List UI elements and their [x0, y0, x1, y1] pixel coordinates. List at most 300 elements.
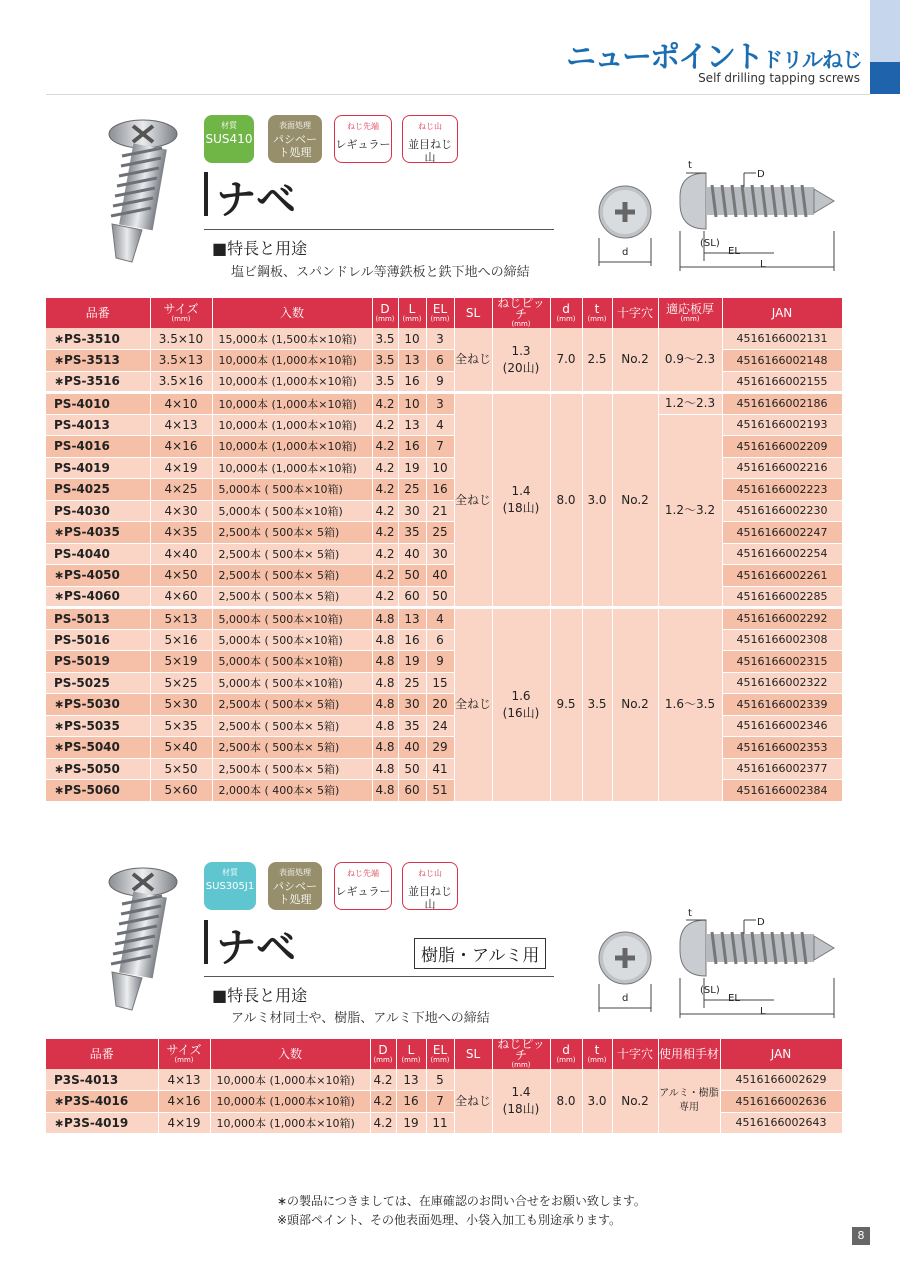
- cell-d: 9.5: [550, 608, 582, 802]
- diagram-label-D: D: [757, 169, 765, 180]
- cell-D: 4.8: [372, 694, 398, 716]
- col-header-EL: EL (mm): [426, 1039, 454, 1069]
- cell-D: 4.8: [372, 780, 398, 802]
- cell-cross: No.2: [612, 1069, 658, 1134]
- cell-D: 4.8: [372, 651, 398, 673]
- cell-D: 4.8: [372, 715, 398, 737]
- cell-size: 3.5×16: [150, 371, 212, 393]
- title-bar-accent: [204, 172, 208, 216]
- diagram-label-t-2: t: [688, 908, 692, 919]
- cell-part: ∗PS-5030: [46, 694, 150, 716]
- cell-qty: 10,000本 (1,000本×10箱): [212, 393, 372, 415]
- cell-qty: 5,000本 ( 500本×10箱): [212, 608, 372, 630]
- cell-jan: 4516166002223: [722, 479, 842, 501]
- cell-size: 4×16: [158, 1091, 210, 1113]
- cell-t: 3.0: [582, 393, 612, 608]
- table-row: [46, 1112, 842, 1134]
- cell-L: 19: [398, 457, 426, 479]
- cell-L: 35: [398, 715, 426, 737]
- cell-L: 16: [398, 629, 426, 651]
- cell-qty: 10,000本 (1,000本×10箱): [212, 436, 372, 458]
- cell-part: PS-4016: [46, 436, 150, 458]
- diagram-label-SL-2: (SL): [700, 985, 720, 996]
- cell-jan: 4516166002308: [722, 629, 842, 651]
- cell-EL: 10: [426, 457, 454, 479]
- table-row: [46, 737, 842, 759]
- table-row: [46, 457, 842, 479]
- pitch-value: 1.4: [511, 1085, 531, 1099]
- cell-jan: 4516166002346: [722, 715, 842, 737]
- col-header-d: d (mm): [550, 298, 582, 328]
- spec-table-1: [46, 298, 843, 802]
- badge-thread-2: ねじ山 並目ねじ山: [402, 862, 458, 910]
- cell-qty: 5,000本 ( 500本×10箱): [212, 672, 372, 694]
- cell-L: 25: [398, 672, 426, 694]
- table-row: [46, 522, 842, 544]
- cell-part: PS-4013: [46, 414, 150, 436]
- diagram-label-t: t: [688, 160, 692, 171]
- cell-jan: 4516166002247: [722, 522, 842, 544]
- cell-jan: 4516166002315: [722, 651, 842, 673]
- col-header-size: サイズ (mm): [158, 1039, 210, 1069]
- col-header-plate: 適応板厚 (mm): [658, 298, 722, 328]
- cell-plate: 0.9～2.3: [658, 328, 722, 393]
- cell-part: PS-4019: [46, 457, 150, 479]
- cell-size: 4×35: [150, 522, 212, 544]
- cell-L: 13: [398, 414, 426, 436]
- cell-D: 4.8: [372, 629, 398, 651]
- col-header-t: t (mm): [582, 298, 612, 328]
- cell-L: 13: [396, 1069, 426, 1091]
- cell-material: アルミ・樹脂専用: [658, 1069, 720, 1134]
- cell-EL: 24: [426, 715, 454, 737]
- note-custom: ※頭部ペイント、その他表面処理、小袋入加工も別途承ります。: [277, 1213, 622, 1227]
- badge-material-2: 材質 SUS305J1: [204, 862, 256, 910]
- table-row: [46, 651, 842, 673]
- cell-D: 4.2: [372, 436, 398, 458]
- pitch-threads: (18山): [502, 1102, 540, 1116]
- cell-qty: 2,500本 ( 500本× 5箱): [212, 586, 372, 608]
- table-header-row: [46, 1039, 842, 1069]
- col-header-size: サイズ (mm): [150, 298, 212, 328]
- cell-d: 7.0: [550, 328, 582, 393]
- cell-jan: 4516166002209: [722, 436, 842, 458]
- cell-qty: 2,500本 ( 500本× 5箱): [212, 758, 372, 780]
- cell-EL: 7: [426, 1091, 454, 1113]
- cell-L: 50: [398, 758, 426, 780]
- screw-photo-2: [98, 860, 188, 1020]
- col-header-cross: 十字穴: [612, 298, 658, 328]
- cell-part: PS-4030: [46, 500, 150, 522]
- cell-L: 50: [398, 565, 426, 587]
- cell-D: 4.2: [372, 500, 398, 522]
- diagram-label-EL-2: EL: [728, 993, 740, 1004]
- cell-jan: 4516166002384: [722, 780, 842, 802]
- cell-L: 13: [398, 608, 426, 630]
- cell-jan: 4516166002148: [722, 350, 842, 372]
- cell-qty: 10,000本 (1,000本×10箱): [210, 1091, 370, 1113]
- cell-D: 4.8: [372, 608, 398, 630]
- cell-D: 3.5: [372, 371, 398, 393]
- cell-cross: No.2: [612, 393, 658, 608]
- cell-size: 4×19: [150, 457, 212, 479]
- table-row: [46, 414, 842, 436]
- cell-size: 4×13: [150, 414, 212, 436]
- col-header-pitch: ねじピッチ (mm): [492, 1039, 550, 1069]
- col-header-qty: 入数: [212, 298, 372, 328]
- cell-D: 4.8: [372, 758, 398, 780]
- cell-part: ∗PS-3510: [46, 328, 150, 350]
- cell-qty: 10,000本 (1,000本×10箱): [212, 371, 372, 393]
- cell-L: 10: [398, 393, 426, 415]
- cell-jan: 4516166002322: [722, 672, 842, 694]
- table-row: [46, 694, 842, 716]
- cell-qty: 2,500本 ( 500本× 5箱): [212, 715, 372, 737]
- col-header-part: 品番: [46, 1039, 158, 1069]
- col-header-pitch: ねじピッチ (mm): [492, 298, 550, 328]
- col-header-L: L (mm): [398, 298, 426, 328]
- cell-part: PS-4010: [46, 393, 150, 415]
- cell-d: 8.0: [550, 1069, 582, 1134]
- title-bar-accent-2: [204, 920, 208, 964]
- cell-size: 4×50: [150, 565, 212, 587]
- spec-table-2: [46, 1039, 843, 1134]
- cell-L: 16: [396, 1091, 426, 1113]
- application-tag: 樹脂・アルミ用: [414, 938, 546, 969]
- cell-EL: 4: [426, 608, 454, 630]
- table-row: [46, 328, 842, 350]
- cell-L: 40: [398, 737, 426, 759]
- cell-D: 3.5: [372, 350, 398, 372]
- cell-jan: 4516166002186: [722, 393, 842, 415]
- table-row: [46, 1069, 842, 1091]
- cell-jan: 4516166002216: [722, 457, 842, 479]
- cell-part: PS-5025: [46, 672, 150, 694]
- cell-size: 5×35: [150, 715, 212, 737]
- table-row: [46, 479, 842, 501]
- cell-part: PS-5016: [46, 629, 150, 651]
- cell-EL: 4: [426, 414, 454, 436]
- cell-part: ∗PS-3513: [46, 350, 150, 372]
- header-tab-decoration: [870, 0, 900, 62]
- cell-qty: 10,000本 (1,000本×10箱): [212, 414, 372, 436]
- cell-D: 4.2: [370, 1112, 396, 1134]
- cell-EL: 16: [426, 479, 454, 501]
- cell-part: ∗PS-5050: [46, 758, 150, 780]
- cell-EL: 40: [426, 565, 454, 587]
- cell-qty: 5,000本 ( 500本×10箱): [212, 629, 372, 651]
- pitch-threads: (18山): [502, 501, 540, 515]
- cell-L: 60: [398, 780, 426, 802]
- cell-part: ∗PS-4050: [46, 565, 150, 587]
- cell-jan: 4516166002230: [722, 500, 842, 522]
- col-header-t: t (mm): [582, 1039, 612, 1069]
- title-underline-2: [204, 976, 554, 977]
- table-row: [46, 393, 842, 415]
- table-row: [46, 608, 842, 630]
- features-text-2: アルミ材同士や、樹脂、アルミ下地への締結: [231, 1011, 490, 1026]
- cell-EL: 20: [426, 694, 454, 716]
- cell-D: 3.5: [372, 328, 398, 350]
- cell-size: 5×13: [150, 608, 212, 630]
- product-title: ナベ: [216, 177, 296, 223]
- cell-qty: 10,000本 (1,000本×10箱): [210, 1069, 370, 1091]
- cell-size: 4×40: [150, 543, 212, 565]
- cell-plate: 1.2～3.2: [658, 414, 722, 608]
- cell-EL: 3: [426, 328, 454, 350]
- screw-photo-1: [98, 112, 188, 272]
- badge-tip-2: ねじ先端 レギュラー: [334, 862, 392, 910]
- cell-D: 4.2: [372, 393, 398, 415]
- page-number: 8: [852, 1227, 870, 1245]
- col-header-material: 使用相手材: [658, 1039, 720, 1069]
- pitch-threads: (16山): [502, 705, 540, 720]
- cell-L: 19: [398, 651, 426, 673]
- cell-D: 4.2: [372, 414, 398, 436]
- col-header-L: L (mm): [396, 1039, 426, 1069]
- cell-L: 35: [398, 522, 426, 544]
- cell-qty: 2,000本 ( 400本× 5箱): [212, 780, 372, 802]
- cell-part: ∗PS-5040: [46, 737, 150, 759]
- pitch-value: 1.3: [511, 343, 531, 358]
- cell-L: 60: [398, 586, 426, 608]
- cell-part: ∗PS-5035: [46, 715, 150, 737]
- col-header-qty: 入数: [210, 1039, 370, 1069]
- cell-t: 3.5: [582, 608, 612, 802]
- cell-qty: 2,500本 ( 500本× 5箱): [212, 565, 372, 587]
- cell-size: 4×13: [158, 1069, 210, 1091]
- cell-EL: 7: [426, 436, 454, 458]
- cell-D: 4.2: [372, 457, 398, 479]
- cell-pitch: [492, 608, 550, 802]
- header-tab-accent: [870, 62, 900, 94]
- cell-part: PS-5019: [46, 651, 150, 673]
- cell-size: 4×25: [150, 479, 212, 501]
- cell-qty: 2,500本 ( 500本× 5箱): [212, 737, 372, 759]
- cell-size: 5×16: [150, 629, 212, 651]
- table-row: [46, 543, 842, 565]
- cell-d: 8.0: [550, 393, 582, 608]
- diagram-label-D-2: D: [757, 917, 765, 928]
- features-heading: ■特長と用途: [212, 239, 308, 258]
- cell-pitch: [492, 328, 550, 393]
- table-row: [46, 672, 842, 694]
- cell-part: PS-5013: [46, 608, 150, 630]
- cell-qty: 2,500本 ( 500本× 5箱): [212, 522, 372, 544]
- catalog-title: ニューポイントドリルねじ: [566, 40, 862, 72]
- cell-jan: 4516166002377: [722, 758, 842, 780]
- cell-EL: 29: [426, 737, 454, 759]
- table-row: [46, 1091, 842, 1113]
- pitch-value: 1.6: [511, 688, 531, 703]
- cell-plate: 1.6～3.5: [658, 608, 722, 802]
- cell-size: 4×60: [150, 586, 212, 608]
- col-header-jan: JAN: [722, 298, 842, 328]
- header-divider: [46, 94, 870, 95]
- cell-D: 4.2: [372, 522, 398, 544]
- catalog-subtitle: Self drilling tapping screws: [698, 71, 860, 85]
- col-header-D: D (mm): [370, 1039, 396, 1069]
- cell-L: 13: [398, 350, 426, 372]
- cell-EL: 51: [426, 780, 454, 802]
- cell-size: 5×50: [150, 758, 212, 780]
- cell-qty: 10,000本 (1,000本×10箱): [212, 350, 372, 372]
- cell-EL: 9: [426, 371, 454, 393]
- col-header-d: d (mm): [550, 1039, 582, 1069]
- cell-jan: 4516166002629: [720, 1069, 842, 1091]
- cell-sl: 全ねじ: [454, 328, 492, 393]
- cell-jan: 4516166002261: [722, 565, 842, 587]
- table-row: [46, 500, 842, 522]
- diagram-label-EL: EL: [728, 246, 740, 257]
- cell-part: ∗PS-5060: [46, 780, 150, 802]
- cell-EL: 9: [426, 651, 454, 673]
- badge-thread: ねじ山 並目ねじ山: [402, 115, 458, 163]
- cell-qty: 2,500本 ( 500本× 5箱): [212, 543, 372, 565]
- cell-EL: 30: [426, 543, 454, 565]
- cell-L: 25: [398, 479, 426, 501]
- badge-material: 材質 SUS410: [204, 115, 254, 163]
- cell-jan: 4516166002193: [722, 414, 842, 436]
- badge-tip: ねじ先端 レギュラー: [334, 115, 392, 163]
- cell-part: ∗P3S-4019: [46, 1112, 158, 1134]
- cell-EL: 21: [426, 500, 454, 522]
- cell-qty: 5,000本 ( 500本×10箱): [212, 651, 372, 673]
- cell-jan: 4516166002643: [720, 1112, 842, 1134]
- cell-qty: 5,000本 ( 500本×10箱): [212, 500, 372, 522]
- cell-jan: 4516166002339: [722, 694, 842, 716]
- cell-size: 5×40: [150, 737, 212, 759]
- table-row: [46, 586, 842, 608]
- diagram-label-L-2: L: [760, 1006, 766, 1017]
- cell-EL: 6: [426, 629, 454, 651]
- diagram-label-L: L: [760, 259, 766, 270]
- cell-D: 4.2: [372, 543, 398, 565]
- cell-size: 5×25: [150, 672, 212, 694]
- col-header-EL: EL (mm): [426, 298, 454, 328]
- cell-qty: 10,000本 (1,000本×10箱): [212, 457, 372, 479]
- cell-part: ∗PS-3516: [46, 371, 150, 393]
- cell-EL: 6: [426, 350, 454, 372]
- cell-D: 4.8: [372, 737, 398, 759]
- cell-D: 4.2: [372, 586, 398, 608]
- cell-D: 4.2: [372, 565, 398, 587]
- table-row: [46, 565, 842, 587]
- cell-EL: 15: [426, 672, 454, 694]
- table-row: [46, 629, 842, 651]
- table-row: [46, 436, 842, 458]
- cell-EL: 50: [426, 586, 454, 608]
- note-stock: ∗の製品につきましては、在庫確認のお問い合せをお願い致します。: [277, 1194, 646, 1208]
- cell-jan: 4516166002353: [722, 737, 842, 759]
- table-row: [46, 715, 842, 737]
- cell-cross: No.2: [612, 608, 658, 802]
- cell-qty: 5,000本 ( 500本×10箱): [212, 479, 372, 501]
- cell-D: 4.2: [370, 1069, 396, 1091]
- cell-size: 3.5×10: [150, 328, 212, 350]
- cell-L: 19: [396, 1112, 426, 1134]
- col-header-cross: 十字穴: [612, 1039, 658, 1069]
- cell-jan: 4516166002285: [722, 586, 842, 608]
- cell-size: 4×30: [150, 500, 212, 522]
- cell-part: P3S-4013: [46, 1069, 158, 1091]
- cell-EL: 11: [426, 1112, 454, 1134]
- cell-D: 4.2: [372, 479, 398, 501]
- cell-L: 16: [398, 436, 426, 458]
- table-row: [46, 350, 842, 372]
- cell-plate: 1.2～2.3: [658, 393, 722, 415]
- cell-qty: 15,000本 (1,500本×10箱): [212, 328, 372, 350]
- cell-sl: 全ねじ: [454, 1069, 492, 1134]
- cell-pitch: [492, 1069, 550, 1134]
- pitch-value: 1.4: [511, 484, 531, 498]
- col-header-SL: SL: [454, 1039, 492, 1069]
- cell-sl: 全ねじ: [454, 608, 492, 802]
- cell-qty: 2,500本 ( 500本× 5箱): [212, 694, 372, 716]
- cell-cross: No.2: [612, 328, 658, 393]
- diagram-label-d-2: d: [622, 993, 629, 1004]
- col-header-SL: SL: [454, 298, 492, 328]
- cell-L: 30: [398, 694, 426, 716]
- features-heading-2: ■特長と用途: [212, 986, 308, 1005]
- diagram-label-SL: (SL): [700, 238, 720, 249]
- pitch-threads: (20山): [502, 360, 540, 375]
- diagram-label-d: d: [622, 247, 629, 258]
- table-row: [46, 758, 842, 780]
- col-header-D: D (mm): [372, 298, 398, 328]
- cell-size: 4×19: [158, 1112, 210, 1134]
- cell-L: 30: [398, 500, 426, 522]
- title-underline: [204, 229, 554, 230]
- cell-L: 40: [398, 543, 426, 565]
- cell-part: PS-4040: [46, 543, 150, 565]
- cell-jan: 4516166002254: [722, 543, 842, 565]
- product-title-2: ナベ: [216, 925, 296, 971]
- cell-sl: 全ねじ: [454, 393, 492, 608]
- cell-L: 10: [398, 328, 426, 350]
- col-header-part: 品番: [46, 298, 150, 328]
- cell-qty: 10,000本 (1,000本×10箱): [210, 1112, 370, 1134]
- cell-jan: 4516166002636: [720, 1091, 842, 1113]
- cell-size: 4×16: [150, 436, 212, 458]
- cell-size: 5×60: [150, 780, 212, 802]
- cell-EL: 3: [426, 393, 454, 415]
- cell-size: 4×10: [150, 393, 212, 415]
- cell-part: ∗P3S-4016: [46, 1091, 158, 1113]
- cell-EL: 25: [426, 522, 454, 544]
- cell-size: 3.5×13: [150, 350, 212, 372]
- cell-t: 2.5: [582, 328, 612, 393]
- table-header-row: [46, 298, 842, 328]
- cell-D: 4.8: [372, 672, 398, 694]
- cell-part: ∗PS-4035: [46, 522, 150, 544]
- table-row: [46, 780, 842, 802]
- cell-D: 4.2: [370, 1091, 396, 1113]
- cell-jan: 4516166002131: [722, 328, 842, 350]
- cell-size: 5×19: [150, 651, 212, 673]
- cell-t: 3.0: [582, 1069, 612, 1134]
- cell-EL: 41: [426, 758, 454, 780]
- cell-part: ∗PS-4060: [46, 586, 150, 608]
- cell-part: PS-4025: [46, 479, 150, 501]
- cell-L: 16: [398, 371, 426, 393]
- table-row: [46, 371, 842, 393]
- badge-surface: 表面処理 パシベート処理: [268, 115, 322, 163]
- cell-EL: 5: [426, 1069, 454, 1091]
- cell-jan: 4516166002292: [722, 608, 842, 630]
- badge-surface-2: 表面処理 パシベート処理: [268, 862, 322, 910]
- features-text: 塩ビ鋼板、スパンドレル等薄鉄板と鉄下地への締結: [231, 265, 530, 280]
